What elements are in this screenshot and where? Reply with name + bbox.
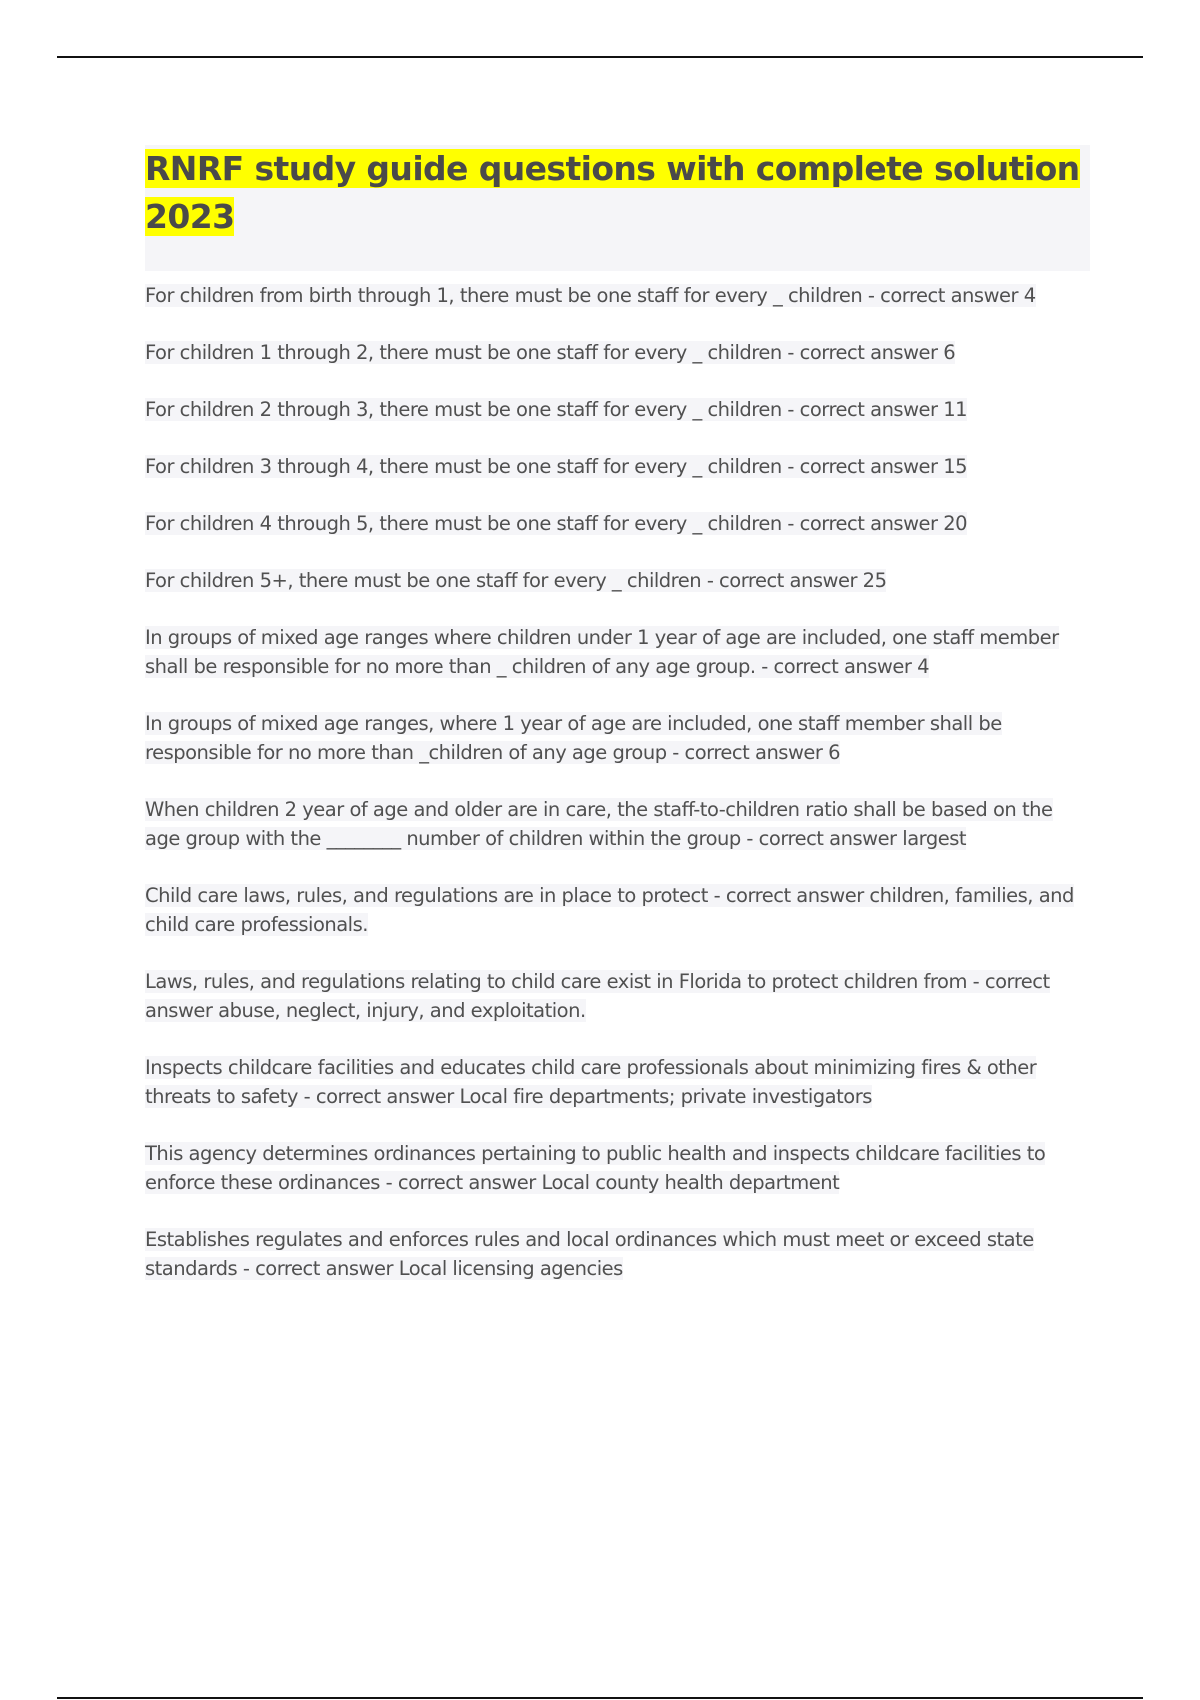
top-rule <box>57 56 1143 58</box>
qa-text: For children 4 through 5, there must be one staff for every _ children - correct answer 20 <box>145 512 968 535</box>
title-block <box>145 145 1090 271</box>
qa-item <box>145 509 1090 538</box>
qa-item <box>145 881 1090 939</box>
qa-text: For children 1 through 2, there must be one staff for every _ children - correct answer 6 <box>145 341 956 364</box>
qa-text: Laws, rules, and regulations relating to child care exist in Florida to protect children from - correct answer abuse, neglect, injury, and exploitation. <box>145 970 1050 1022</box>
qa-item <box>145 395 1090 424</box>
document-title <box>145 145 1090 241</box>
qa-text: In groups of mixed age ranges where children under 1 year of age are included, one staff member shall be responsible for no more than _ children of any age group. - correct answer 4 <box>145 626 1059 678</box>
qa-item <box>145 709 1090 767</box>
qa-text: Establishes regulates and enforces rules and local ordinances which must meet or exceed state standards - correct answer Local licensing agencies <box>145 1228 1034 1280</box>
qa-item <box>145 338 1090 367</box>
qa-text: For children from birth through 1, there must be one staff for every _ children - correct answer 4 <box>145 284 1036 307</box>
qa-text: When children 2 year of age and older are in care, the staff-to-children ratio shall be based on the age group with the ________ number of children within the group - correct answer largest <box>145 798 1053 850</box>
document-body <box>145 145 1090 1311</box>
qa-text: Inspects childcare facilities and educates child care professionals about minimizing fires & other threats to safety - correct answer Local fire departments; private investigators <box>145 1056 1037 1108</box>
qa-item <box>145 623 1090 681</box>
qa-item <box>145 1139 1090 1197</box>
qa-text: In groups of mixed age ranges, where 1 year of age are included, one staff member shall be responsible for no more than _children of any age group - correct answer 6 <box>145 712 1002 764</box>
qa-item <box>145 795 1090 853</box>
qa-text: For children 3 through 4, there must be one staff for every _ children - correct answer 15 <box>145 455 968 478</box>
qa-text: This agency determines ordinances pertaining to public health and inspects childcare facilities to enforce these ordinances - correct answer Local county health department <box>145 1142 1046 1194</box>
qa-item <box>145 967 1090 1025</box>
qa-text: For children 2 through 3, there must be one staff for every _ children - correct answer 11 <box>145 398 968 421</box>
qa-item <box>145 1053 1090 1111</box>
qa-text: Child care laws, rules, and regulations are in place to protect - correct answer children, families, and child care professionals. <box>145 884 1074 936</box>
qa-item <box>145 452 1090 481</box>
qa-item <box>145 281 1090 310</box>
bottom-rule <box>57 1697 1143 1699</box>
qa-item <box>145 566 1090 595</box>
qa-item <box>145 1225 1090 1283</box>
title-highlight: RNRF study guide questions with complete solution 2023 <box>145 149 1080 236</box>
qa-text: For children 5+, there must be one staff for every _ children - correct answer 25 <box>145 569 887 592</box>
